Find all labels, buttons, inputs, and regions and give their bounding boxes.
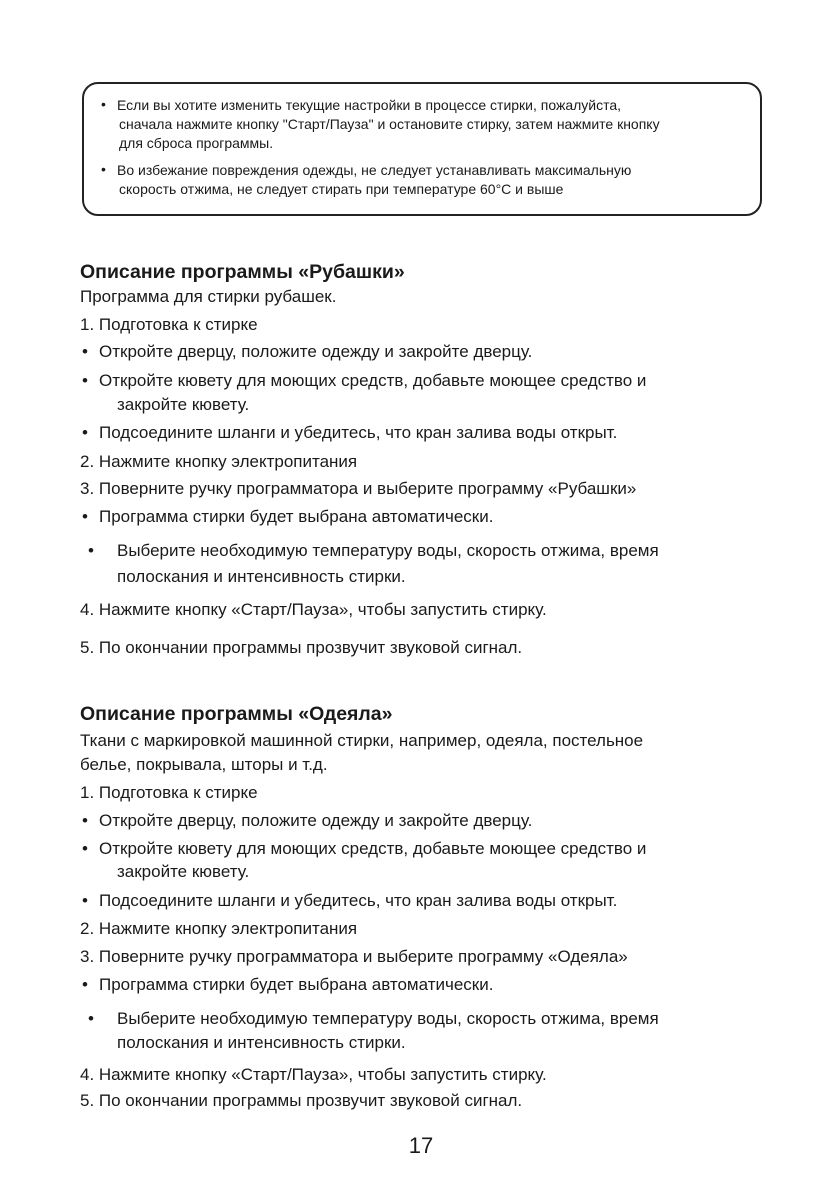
bullet-icon: • [82, 507, 88, 526]
bullet-text: Программа стирки будет выбрана автоматически. [99, 507, 494, 526]
section-title-blankets: Описание программы «Одеяла» [80, 703, 393, 725]
bullet-icon: • [88, 541, 94, 560]
step-1: 1. Подготовка к стирке [80, 783, 258, 802]
bullet-icon: • [82, 891, 88, 910]
bullet-icon: • [88, 1009, 94, 1028]
step-3: 3. Поверните ручку программатора и выберите программу «Одеяла» [80, 947, 628, 966]
bullet-text: Откройте дверцу, положите одежду и закройте дверцу. [99, 342, 533, 361]
bullet-icon: • [82, 342, 88, 361]
section-title-shirts: Описание программы «Рубашки» [80, 261, 405, 283]
intro: белье, покрывала, шторы и т.д. [80, 755, 328, 774]
intro: Ткани с маркировкой машинной стирки, например, одеяла, постельное [80, 731, 644, 750]
note-line: Если вы хотите изменить текущие настройки в процессе стирки, пожалуйста, [117, 97, 622, 113]
bullet-text: Откройте кювету для моющих средств, добавьте моющее средство и [99, 371, 647, 390]
bullet-text: закройте кювету. [117, 395, 250, 414]
bullet-text: Подсоедините шланги и убедитесь, что кран залива воды открыт. [99, 423, 618, 442]
step-4: 4. Нажмите кнопку «Старт/Пауза», чтобы запустить стирку. [80, 600, 547, 619]
bullet-icon: • [101, 161, 106, 177]
step-5: 5. По окончании программы прозвучит звуковой сигнал. [80, 1091, 523, 1110]
bullet-icon: • [101, 96, 106, 112]
step-3: 3. Поверните ручку программатора и выберите программу «Рубашки» [80, 479, 637, 498]
step-1: 1. Подготовка к стирке [80, 315, 258, 334]
page-number: 17 [408, 1133, 434, 1158]
bullet-text: закройте кювету. [117, 862, 250, 881]
note-line: скорость отжима, не следует стирать при температуре 60°С и выше [119, 181, 564, 197]
bullet-icon: • [82, 975, 88, 994]
bullet-icon: • [82, 839, 88, 858]
bullet-text: Программа стирки будет выбрана автоматически. [99, 975, 494, 994]
bullet-text: Выберите необходимую температуру воды, скорость отжима, время [117, 1009, 659, 1028]
bullet-icon: • [82, 423, 88, 442]
step-2: 2. Нажмите кнопку электропитания [80, 452, 358, 471]
step-2: 2. Нажмите кнопку электропитания [80, 919, 358, 938]
bullet-text: Выберите необходимую температуру воды, скорость отжима, время [117, 541, 659, 560]
bullet-icon: • [82, 811, 88, 830]
bullet-text: полоскания и интенсивность стирки. [117, 1033, 406, 1052]
note-line: Во избежание повреждения одежды, не следует устанавливать максимальную [117, 162, 632, 178]
step-5: 5. По окончании программы прозвучит звуковой сигнал. [80, 638, 523, 657]
bullet-text: Подсоедините шланги и убедитесь, что кран залива воды открыт. [99, 891, 618, 910]
bullet-text: Откройте дверцу, положите одежду и закройте дверцу. [99, 811, 533, 830]
bullet-text: полоскания и интенсивность стирки. [117, 567, 406, 586]
note-line: сначала нажмите кнопку "Старт/Пауза" и остановите стирку, затем нажмите кнопку [119, 116, 660, 132]
intro: Программа для стирки рубашек. [80, 287, 337, 306]
note-line: для сброса программы. [119, 135, 274, 151]
bullet-text: Откройте кювету для моющих средств, добавьте моющее средство и [99, 839, 647, 858]
bullet-icon: • [82, 371, 88, 390]
step-4: 4. Нажмите кнопку «Старт/Пауза», чтобы запустить стирку. [80, 1065, 547, 1084]
